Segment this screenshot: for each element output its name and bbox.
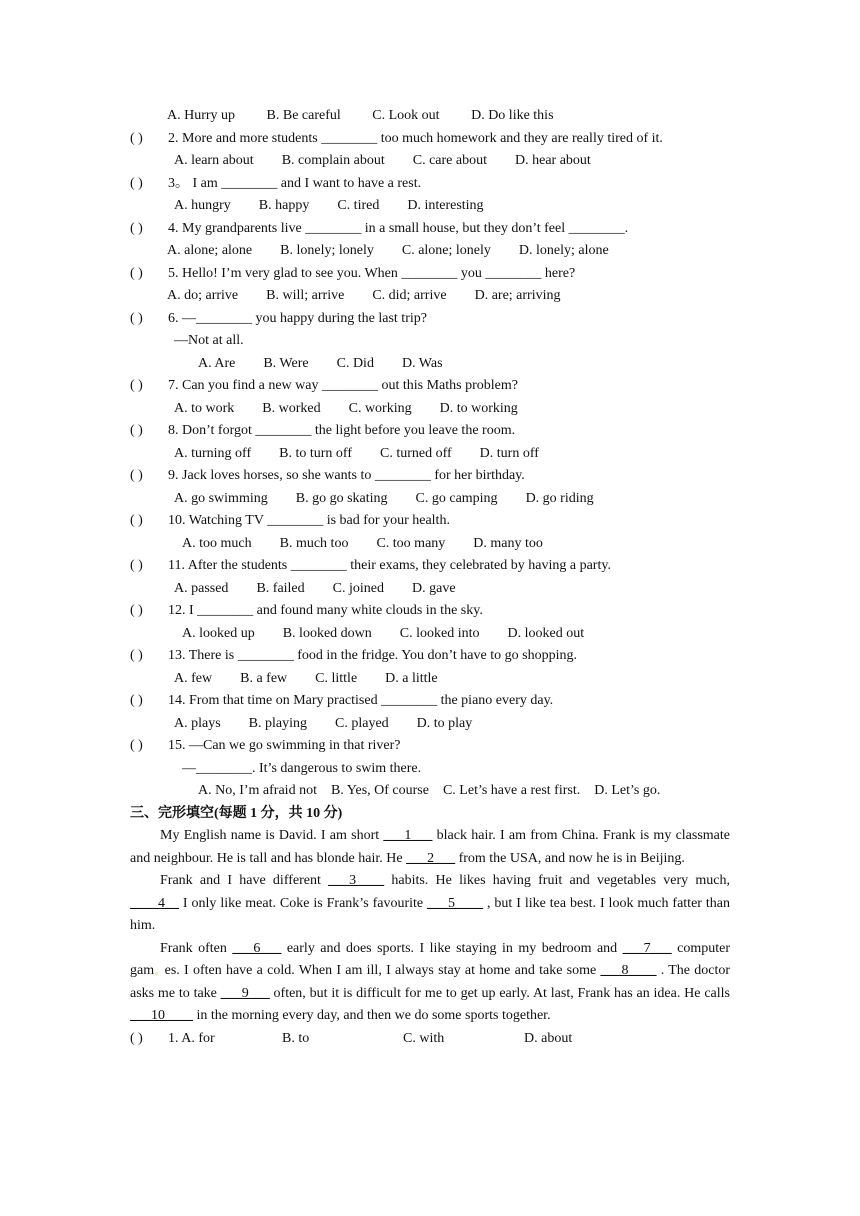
blank-4: ____4__ [130, 895, 179, 911]
question-14 [130, 690, 730, 713]
question-11-options [130, 578, 730, 601]
option-c: C. Did [336, 355, 374, 371]
option-c: C. alone; lonely [401, 243, 491, 258]
option-b: B. to [282, 1030, 310, 1046]
option-c: C. little [315, 670, 358, 686]
answer-paren: ( ) [130, 130, 143, 146]
question-12 [130, 600, 730, 623]
option-a: A. looked up [182, 625, 255, 641]
option-d: D. to working [439, 400, 518, 416]
stray-mark: 。 [154, 966, 165, 976]
option-a: A. plays [174, 715, 221, 731]
question-12-options [130, 623, 730, 646]
question-4 [130, 218, 730, 241]
option-c: C. Look out [372, 108, 440, 123]
answer-paren: ( ) [130, 175, 143, 191]
question-8-options [130, 443, 730, 466]
option-d: D. about [524, 1030, 573, 1046]
blank-3: ___3____ [328, 873, 385, 888]
option-a: A. too much [182, 535, 252, 551]
option-a: A. go swimming [174, 490, 268, 506]
answer-paren: ( ) [130, 1030, 143, 1046]
option-d: D. Do like this [471, 108, 554, 123]
option-c: C. Let’s have a rest first. [442, 783, 581, 798]
answer-paren: ( ) [130, 265, 143, 281]
option-a: A. Are [198, 355, 236, 371]
option-b: B. happy [258, 198, 310, 213]
section-title: 三、完形填空(每题 1 分，共 10 分) [130, 805, 343, 821]
option-a: A. hungry [174, 198, 231, 213]
option-a: A. to work [174, 400, 235, 416]
option-b: B. go go skating [295, 490, 388, 506]
option-b: B. playing [248, 715, 308, 731]
question-13 [130, 645, 730, 668]
option-b: B. to turn off [279, 445, 352, 461]
question-7-options [130, 398, 730, 421]
option-b: B. Yes, Of course [330, 783, 429, 798]
blank-7: ___7___ [622, 940, 672, 956]
passage-paragraph-2: Frank and I have different ___3____ habits. He likes having fruit and vegetables very much, ____4__ I only like meat. Coke is Frank’s favourite ___5____ , but I like tea best. I look much fatter than him. [130, 873, 730, 933]
question-7 [130, 375, 730, 398]
question-stem: 11. After the students ________ their exams, they celebrated by having a party. [168, 558, 611, 573]
option-b: B. Were [263, 355, 309, 371]
option-d: D. turn off [479, 445, 539, 461]
blank-6: ___6___ [232, 940, 282, 956]
answer-paren: ( ) [130, 378, 143, 393]
question-stem: 4. My grandparents live ________ in a small house, but they don’t feel ________. [168, 220, 629, 236]
option-c: C. go camping [415, 490, 498, 506]
option-b: B. complain about [281, 153, 385, 168]
question-13-options [130, 668, 730, 691]
option-a: A. learn about [174, 153, 254, 168]
question-2 [130, 128, 730, 151]
option-d: D. a little [385, 670, 438, 686]
option-d: D. hear about [515, 153, 591, 168]
blank-2: ___2___ [406, 850, 456, 866]
option-c: C. played [335, 715, 389, 731]
option-a: A. passed [174, 580, 229, 596]
option-a: A. few [174, 670, 213, 686]
blank-9: ___9___ [220, 985, 270, 1001]
question-stem: 14. From that time on Mary practised ________ the piano every day. [168, 693, 554, 708]
option-c: C. looked into [399, 625, 480, 641]
question-10-options [130, 533, 730, 556]
question-4-options [130, 240, 730, 263]
option-b: B. looked down [282, 625, 372, 641]
cloze-question-1 [130, 1028, 730, 1051]
option-b: B. lonely; lonely [280, 243, 374, 258]
question-stem: 9. Jack loves horses, so she wants to ________ for her birthday. [168, 468, 525, 483]
option-d: D. many too [473, 535, 543, 551]
question-stem: 2. More and more students ________ too much homework and they are really tired of it. [168, 130, 663, 146]
worksheet-page [130, 105, 730, 1050]
question-6 [130, 308, 730, 331]
answer-paren: ( ) [130, 648, 143, 663]
option-d: D. Let’s go. [594, 783, 661, 798]
question-stem: 5. Hello! I’m very glad to see you. When ________ you ________ here? [168, 265, 576, 281]
question-stem: 6. —________ you happy during the last trip? [168, 310, 427, 326]
option-a: A. alone; alone [167, 243, 253, 258]
option-d: D. go riding [525, 490, 594, 506]
option-b: B. a few [240, 670, 288, 686]
option-d: D. gave [412, 580, 456, 596]
option-a: A. do; arrive [167, 288, 239, 303]
blank-1: ___1___ [383, 828, 433, 843]
blank-10: ___10____ [130, 1008, 193, 1023]
option-d: D. lonely; alone [518, 243, 609, 258]
question-9-options [130, 488, 730, 511]
answer-paren: ( ) [130, 513, 143, 528]
question-stem: 10. Watching TV ________ is bad for your health. [168, 513, 450, 528]
question-9 [130, 465, 730, 488]
question-stem: 15. —Can we go swimming in that river? [168, 738, 401, 753]
answer-paren: ( ) [130, 603, 143, 618]
answer-paren: ( ) [130, 558, 143, 573]
question-11 [130, 555, 730, 578]
question-14-options [130, 713, 730, 736]
question-15 [130, 735, 730, 758]
option-c: C. did; arrive [372, 288, 447, 303]
question-2-options [130, 150, 730, 173]
answer-paren: ( ) [130, 693, 143, 708]
question-stem: 8. Don’t forgot ________ the light before you leave the room. [168, 423, 516, 438]
option-c: C. with [403, 1030, 445, 1046]
option-d: D. to play [416, 715, 473, 731]
option-c: C. too many [376, 535, 446, 551]
option-a: A. Hurry up [167, 108, 236, 123]
answer-paren: ( ) [130, 468, 143, 483]
answer-paren: ( ) [130, 423, 143, 438]
option-d: D. looked out [507, 625, 585, 641]
question-stem: 12. I ________ and found many white clouds in the sky. [168, 603, 483, 618]
question-1-options [130, 105, 730, 128]
answer-paren: ( ) [130, 220, 143, 236]
passage-paragraph-1: My English name is David. I am short ___1___ black hair. I am from China. Frank is my classmate and neighbour. He is tall and has blonde hair. He ___2___ from the USA, and now he is in Beijing. [130, 828, 730, 866]
question-15-options [130, 780, 730, 803]
option-a: 1. A. for [168, 1030, 215, 1046]
question-stem: 3。 I am ________ and I want to have a rest. [168, 175, 422, 191]
question-3-options [130, 195, 730, 218]
blank-5: ___5____ [427, 895, 484, 911]
option-c: C. joined [332, 580, 384, 596]
option-b: B. failed [256, 580, 305, 596]
answer-paren: ( ) [130, 310, 143, 326]
option-c: C. care about [412, 153, 487, 168]
blank-8: ___8____ [600, 963, 657, 978]
option-b: B. will; arrive [266, 288, 345, 303]
question-10 [130, 510, 730, 533]
passage-paragraph-3: Frank often ___6___ early and does sports. I like staying in my bedroom and ___7___ computer gam。es. I often have a cold. When I am ill, I always stay at home and take some ___8____ . The doctor asks me to take ___9___ often, but it is difficult for me to get up early. At last, Frank has an idea. He calls ___10____ in the morning every day, and then we do some sports together. [130, 940, 730, 1023]
option-c: C. turned off [379, 445, 452, 461]
question-6-reply: —Not at all. [174, 333, 244, 348]
answer-paren: ( ) [130, 738, 143, 753]
option-a: A. No, I’m afraid not [198, 783, 317, 798]
option-c: C. working [348, 400, 412, 416]
question-3 [130, 173, 730, 196]
option-d: D. are; arriving [474, 288, 561, 303]
option-b: B. much too [279, 535, 349, 551]
option-b: B. worked [262, 400, 321, 416]
question-stem: 7. Can you find a new way ________ out this Maths problem? [168, 378, 518, 393]
question-8 [130, 420, 730, 443]
option-d: D. Was [401, 355, 443, 371]
question-5 [130, 263, 730, 286]
option-b: B. Be careful [266, 108, 341, 123]
question-15-reply: —________. It’s dangerous to swim there. [182, 760, 422, 776]
option-a: A. turning off [174, 445, 252, 461]
question-6-options [130, 353, 730, 376]
option-d: D. interesting [407, 198, 484, 213]
option-c: C. tired [337, 198, 380, 213]
question-stem: 13. There is ________ food in the fridge. You don’t have to go shopping. [168, 648, 577, 663]
question-5-options [130, 285, 730, 308]
